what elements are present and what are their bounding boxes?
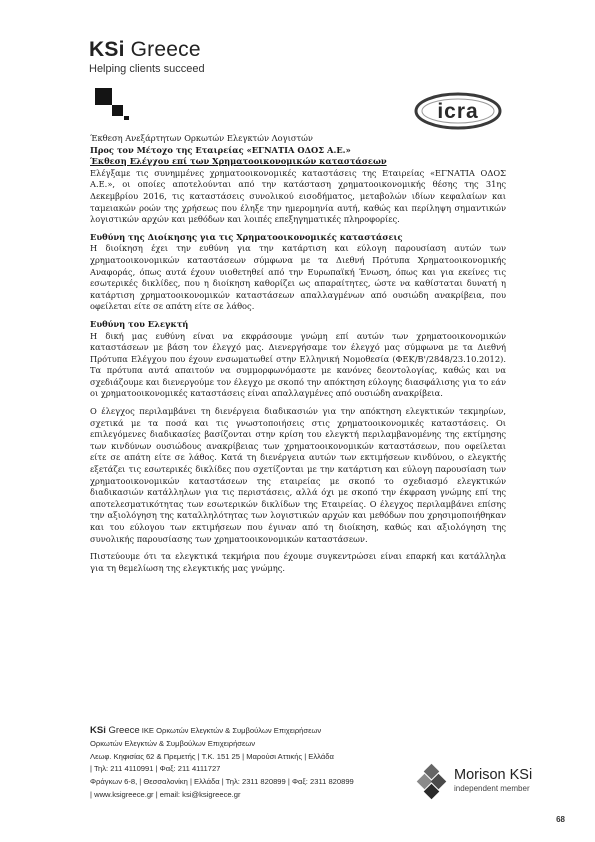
brand-greece: Greece [124, 38, 201, 61]
section-management-heading: Ευθύνη της Διοίκησης για τις Χρηματοοικονομικές καταστάσεις [90, 231, 403, 242]
paragraph-audit: Ελέγξαμε τις συνημμένες χρηματοοικονομικές καταστάσεις της Εταιρείας «ΕΓΝΑΤΙΑ ΟΔΟΣ Α.Ε.», οι οποίες αποτελούνται από την κατάσταση χρηματοοικονομικής θέσης της 31ης Δεκεμβρίου 2016, τις καταστάσεις συνολικού εισοδήματος, μεταβολών ιδίων κεφαλαίων και ταμειακών ροών της χρήσεως που έληξε την ημερομηνία αυτή, καθώς και περίληψη σημαντικών λογιστικών αρχών και μεθόδων και λοιπές επεξηγηματικές πληροφορίες. [90, 167, 506, 225]
report-recipient: Προς τον Μέτοχο της Εταιρείας «ΕΓΝΑΤΙΑ ΟΔΟΣ Α.Ε.» [90, 144, 351, 155]
brand-block [89, 38, 205, 75]
footer-ksi: KSi [90, 725, 106, 736]
morison-text [454, 767, 532, 793]
brand-tagline: Helping clients succeed [89, 63, 205, 75]
morison-member-logo [416, 762, 546, 808]
report-title: Έκθεση Ανεξάρτητων Ορκωτών Ελεγκτών Λογιστών [90, 133, 313, 143]
icra-logo-text: icra [437, 100, 479, 123]
footer-company [90, 725, 354, 738]
paragraph-auditor-2: Ο έλεγχος περιλαμβάνει τη διενέργεια διαδικασιών για την απόκτηση ελεγκτικών τεκμηρίων, σχετικά με τα ποσά και τις γνωστοποιήσεις στις χρηματοοικονομικές καταστάσεις. Οι επιλεγόμενες διαδικασίες βασίζονται στην κρίση του ελεγκτή περιλαμβανομένης της εκτίμησης των κινδύνων ουσιώδους ανακρίβειας των χρηματοοικονομικών καταστάσεων, που οφείλεται είτε σε απάτη είτε σε λάθος. Κατά τη διενέργεια αυτών των εκτιμήσεων κινδύνου, ο ελεγκτής εξετάζει τις εσωτερικές δικλίδες που σχετίζονται με την κατάρτιση και εύλογη παρουσίαση των χρηματοοικονομικών καταστάσεων της εταιρείας με σκοπό το σχεδιασμό ελεγκτικών διαδικασιών κατάλληλων για τις περιστάσεις, αλλά όχι με σκοπό την έκφραση γνώμης επί της αποτελεσματικότητας των εσωτερικών δικλίδων της Εταιρείας. Ο έλεγχος περιλαμβάνει επίσης την αξιολόγηση της καταλληλότητας των λογιστικών αρχών και μεθόδων που χρησιμοποιήθηκαν και του εύλογου των εκτιμήσεων που έγιναν από τη διοίκηση, καθώς και αξιολόγηση της συνολικής παρουσίασης των χρηματοοικονομικών καταστάσεων. [90, 406, 506, 544]
footer-line-5: Φράγκων 6-8, | Θεσσαλονίκη | Ελλάδα | Τηλ: 2311 820899 | Φαξ: 2311 820899 [90, 777, 354, 787]
paragraph-auditor-1: Η δική μας ευθύνη είναι να εκφράσουμε γνώμη επί αυτών των χρηματοοικονομικών καταστάσεων με βάση τον έλεγχό μας. Διενεργήσαμε τον έλεγχό μας σύμφωνα με τα Διεθνή Πρότυπα Ελέγχου που έχουν ενσωματωθεί στην Ελληνική Νομοθεσία (ΦΕΚ/Β'/2848/23.10.2012). Τα πρότυπα αυτά απαιτούν να συμμορφωνόμαστε με κανόνες δεοντολογίας, καθώς και να σχεδιάζουμε και διενεργούμε τον έλεγχο με σκοπό την απόκτηση εύλογης διασφάλισης για το εάν οι χρηματοοικονομικές καταστάσεις είναι απαλλαγμένες από ουσιώδη ανακρίβεια. [90, 330, 506, 399]
page-number: 68 [556, 815, 565, 824]
section-audit-heading: Έκθεση Ελέγχου επί των Χρηματοοικονομικών καταστάσεων [90, 156, 387, 167]
morison-subtitle: independent member [454, 784, 530, 793]
report-body [90, 133, 506, 580]
footer-address [90, 725, 354, 802]
brand-ksi: KSi [89, 38, 125, 61]
morison-name: Morison KSi [454, 767, 533, 783]
footer-line-4: | Τηλ: 211 4110991 | Φαξ: 211 4111727 [90, 764, 221, 774]
paragraph-management: Η διοίκηση έχει την ευθύνη για την κατάρτιση και εύλογη παρουσίαση αυτών των χρηματοοικονομικών καταστάσεων σύμφωνα με τα Διεθνή Πρότυπα Χρηματοοικονομικής Αναφοράς, όπως αυτά έχουν υιοθετηθεί από την Ευρωπαϊκή Ένωση, όπως και για εκείνες τις εσωτερικές δικλίδες, που η διοίκηση καθορίζει ως απαραίτητες, ώστε να καθίσταται δυνατή η κατάρτιση χρηματοοικονομικών καταστάσεων απαλλαγμένων από ουσιώδη ανακρίβεια, που οφείλεται είτε σε απάτη είτε σε λάθος. [90, 243, 506, 312]
squares-logo-icon [95, 88, 131, 120]
footer-greece: Greece [105, 725, 140, 736]
footer-line-2: Ορκωτών Ελεγκτών & Συμβούλων Επιχειρήσεων [90, 738, 256, 748]
paragraph-auditor-3: Πιστεύουμε ότι τα ελεγκτικά τεκμήρια που έχουμε συγκεντρώσει είναι επαρκή και κατάλληλα για τη θεμελίωση της ελεγκτικής μας γνώμης. [90, 551, 506, 573]
brand-name [89, 38, 205, 62]
icra-logo-icon [414, 91, 502, 131]
morison-diamond-icon [416, 762, 448, 804]
footer-company-rest: ΙΚΕ Ορκωτών Ελεγκτών & Συμβούλων Επιχειρήσεων [139, 726, 322, 735]
section-auditor-heading: Ευθύνη του Ελεγκτή [90, 318, 189, 329]
footer-line-6: | www.ksigreece.gr | email: ksi@ksigreece.gr [90, 789, 241, 799]
footer-line-3: Λεωφ. Κηφισίας 62 & Πρεμετής | Τ.Κ. 151 25 | Μαρούσι Αττικής | Ελλάδα [90, 751, 334, 761]
